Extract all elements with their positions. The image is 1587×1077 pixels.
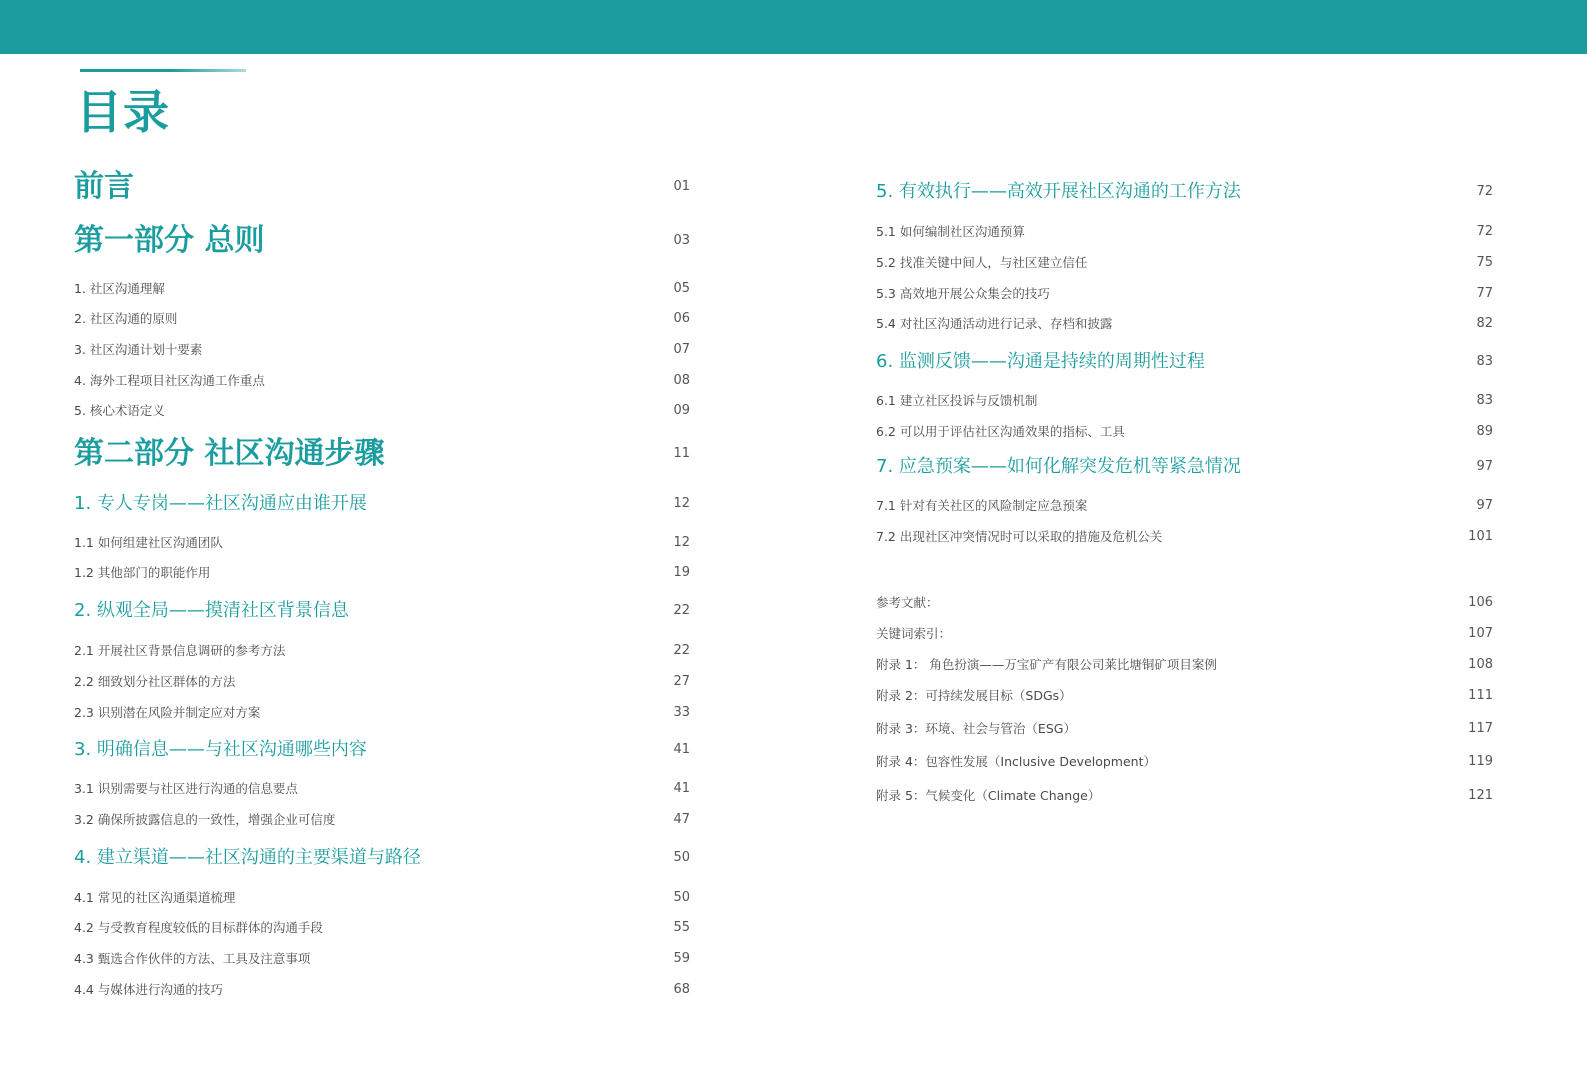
toc-page-number: 83 (1476, 393, 1493, 408)
toc-page-number: 03 (673, 233, 690, 248)
toc-page-number: 50 (673, 890, 690, 905)
toc-page-number: 19 (673, 565, 690, 580)
toc-entry-label: 1.1 如何组建社区沟通团队 (74, 535, 223, 550)
toc-entry-label: 第一部分 总则 (74, 223, 265, 258)
toc-entry-label: 参考文献： (876, 595, 939, 610)
toc-entry-label: 前言 (74, 169, 134, 204)
header-band (0, 0, 1587, 54)
toc-entry-label: 5.3 高效地开展公众集会的技巧 (876, 286, 1050, 301)
toc-entry-label: 附录 2：可持续发展目标（SDGs） (876, 688, 1072, 703)
toc-page-number: 06 (673, 311, 690, 326)
toc-entry-label: 2.3 识别潜在风险并制定应对方案 (74, 705, 261, 720)
toc-entry-label: 3. 社区沟通计划十要素 (74, 342, 203, 357)
toc-entry-label: 5. 有效执行——高效开展社区沟通的工作方法 (876, 181, 1241, 202)
toc-entry-label: 2.1 开展社区背景信息调研的参考方法 (74, 643, 286, 658)
toc-page-number: 68 (673, 982, 690, 997)
toc-entry-label: 1. 社区沟通理解 (74, 281, 165, 296)
toc-page-number: 107 (1468, 626, 1493, 641)
toc-entry-label: 5.2 找准关键中间人，与社区建立信任 (876, 255, 1088, 270)
toc-page-number: 111 (1468, 688, 1493, 703)
toc-entry-label: 2.2 细致划分社区群体的方法 (74, 674, 236, 689)
toc-page-number: 27 (673, 674, 690, 689)
toc-entry-label: 6.1 建立社区投诉与反馈机制 (876, 393, 1038, 408)
toc-page-number: 33 (673, 705, 690, 720)
toc-page-number: 121 (1468, 788, 1493, 803)
toc-page-number: 55 (673, 920, 690, 935)
toc-page-number: 08 (673, 373, 690, 388)
toc-page-number: 12 (673, 496, 690, 511)
toc-entry-label: 附录 4：包容性发展（Inclusive Development） (876, 754, 1156, 769)
toc-entry-label: 附录 1： 角色扮演——万宝矿产有限公司莱比塘铜矿项目案例 (876, 657, 1217, 672)
toc-page-number: 108 (1468, 657, 1493, 672)
toc-page-number: 07 (673, 342, 690, 357)
toc-entry-label: 1. 专人专岗——社区沟通应由谁开展 (74, 493, 367, 514)
toc-entry-label: 2. 纵观全局——摸清社区背景信息 (74, 600, 349, 621)
toc-entry-label: 4.4 与媒体进行沟通的技巧 (74, 982, 223, 997)
toc-entry-label: 2. 社区沟通的原则 (74, 311, 178, 326)
toc-entry-label: 3. 明确信息——与社区沟通哪些内容 (74, 739, 367, 760)
title-accent-line (80, 69, 246, 72)
toc-page-number: 72 (1476, 184, 1493, 199)
toc-entry-label: 5.1 如何编制社区沟通预算 (876, 224, 1025, 239)
toc-page-number: 82 (1476, 316, 1493, 331)
toc-entry-label: 5. 核心术语定义 (74, 403, 165, 418)
toc-page-number: 72 (1476, 224, 1493, 239)
toc-page-number: 101 (1468, 529, 1493, 544)
toc-entry-label: 4.2 与受教育程度较低的目标群体的沟通手段 (74, 920, 323, 935)
toc-entry-label: 3.2 确保所披露信息的一致性，增强企业可信度 (74, 812, 336, 827)
toc-page-number: 117 (1468, 721, 1493, 736)
toc-entry-label: 4.3 甄选合作伙伴的方法、工具及注意事项 (74, 951, 311, 966)
toc-page-number: 41 (673, 742, 690, 757)
toc-page-number: 59 (673, 951, 690, 966)
toc-page-number: 41 (673, 781, 690, 796)
toc-page-number: 22 (673, 603, 690, 618)
toc-entry-label: 3.1 识别需要与社区进行沟通的信息要点 (74, 781, 298, 796)
toc-page-number: 77 (1476, 286, 1493, 301)
toc-page-number: 75 (1476, 255, 1493, 270)
toc-entry-label: 5.4 对社区沟通活动进行记录、存档和披露 (876, 316, 1113, 331)
toc-entry-label: 关键词索引： (876, 626, 952, 641)
toc-entry-label: 附录 3：环境、社会与管治（ESG） (876, 721, 1076, 736)
toc-page-number: 89 (1476, 424, 1493, 439)
toc-page-number: 50 (673, 850, 690, 865)
toc-page-number: 12 (673, 535, 690, 550)
page-title: 目录 (76, 85, 170, 139)
toc-entry-label: 7.1 针对有关社区的风险制定应急预案 (876, 498, 1088, 513)
toc-page-number: 09 (673, 403, 690, 418)
toc-entry-label: 4. 海外工程项目社区沟通工作重点 (74, 373, 265, 388)
toc-entry-label: 7. 应急预案——如何化解突发危机等紧急情况 (876, 456, 1241, 477)
toc-page-number: 22 (673, 643, 690, 658)
toc-entry-label: 4. 建立渠道——社区沟通的主要渠道与路径 (74, 847, 421, 868)
toc-entry-label: 1.2 其他部门的职能作用 (74, 565, 211, 580)
toc-page-number: 11 (673, 446, 690, 461)
toc-entry-label: 6. 监测反馈——沟通是持续的周期性过程 (876, 351, 1205, 372)
toc-entry-label: 4.1 常见的社区沟通渠道梳理 (74, 890, 236, 905)
toc-page-number: 05 (673, 281, 690, 296)
toc-entry-label: 7.2 出现社区冲突情况时可以采取的措施及危机公关 (876, 529, 1163, 544)
toc-entry-label: 附录 5：气候变化（Climate Change） (876, 788, 1101, 803)
toc-page-number: 97 (1476, 459, 1493, 474)
toc-entry-label: 6.2 可以用于评估社区沟通效果的指标、工具 (876, 424, 1125, 439)
toc-page-number: 83 (1476, 354, 1493, 369)
toc-page-number: 47 (673, 812, 690, 827)
toc-page-number: 97 (1476, 498, 1493, 513)
toc-page-number: 01 (673, 179, 690, 194)
toc-entry-label: 第二部分 社区沟通步骤 (74, 436, 385, 471)
toc-page-number: 119 (1468, 754, 1493, 769)
toc-page-number: 106 (1468, 595, 1493, 610)
